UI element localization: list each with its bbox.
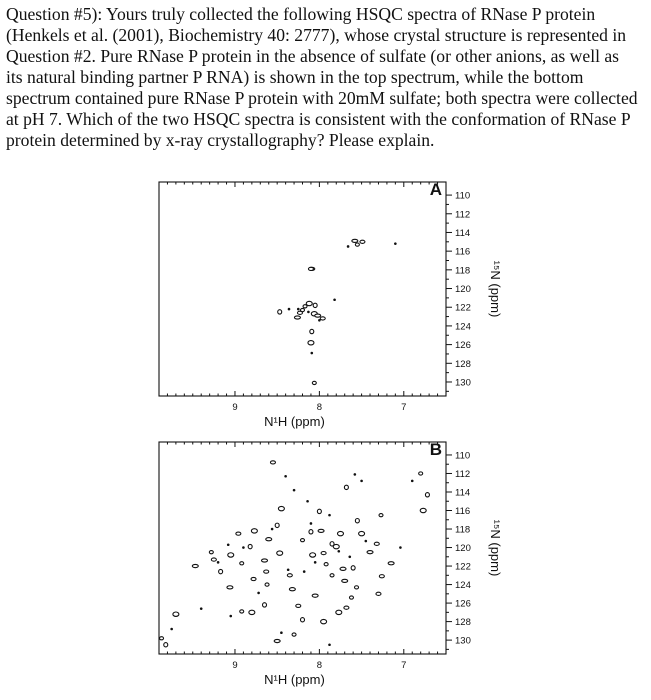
x-tick-label: 8 [316,402,323,413]
peak [340,567,346,570]
x-tick-label: 9 [232,660,238,671]
peak [337,531,343,535]
y-tick-label: 122 [455,561,471,573]
peak [173,612,179,616]
peak [314,561,317,564]
peak [292,633,296,636]
peak [289,588,295,591]
peak [271,528,274,531]
peak [310,329,314,333]
peak [312,381,316,384]
peak [425,493,429,497]
peak [359,531,365,535]
peak [301,308,305,311]
y-tick-label: 126 [455,340,471,352]
question-line: its natural binding partner P RNA) is shown in the top spectrum, while the bottom [6,67,584,87]
peak [251,577,256,580]
hsqc-spectrum-top [0,160,651,435]
plot-frame [159,182,446,396]
peak [344,606,349,609]
peak [310,352,313,355]
peak [318,529,324,532]
peak [265,583,269,586]
peak [251,529,257,533]
peak [227,586,233,589]
y-tick-label: 128 [455,358,471,370]
y-tick-label: 130 [455,635,471,647]
peak [270,461,275,464]
peak [229,615,232,618]
panel-label: A [429,180,442,199]
peak [242,546,245,549]
peak [306,500,309,503]
peak [328,643,331,646]
y-tick-label: 130 [455,377,471,389]
y-tick-label: 110 [455,450,471,462]
peak [320,317,325,320]
peak [379,575,384,578]
peak [360,480,363,483]
peak [411,480,414,483]
x-axis-label: N¹H (ppm) [264,672,325,687]
peak [321,551,326,554]
y-tick-label: 124 [455,321,471,333]
peak [342,579,348,582]
question-line: protein determined by x-ray crystallography? Please explain. [6,130,435,150]
peak [217,561,220,564]
panel-label: B [429,440,442,459]
y-tick-label: 112 [455,468,471,480]
y-axis-label: ¹⁵N (ppm) [488,519,503,577]
peak [308,341,314,345]
peak [307,311,310,314]
peak [278,506,284,510]
peak [355,243,359,246]
y-tick-label: 116 [455,506,471,518]
y-tick-label: 120 [455,543,471,555]
peak [296,604,301,607]
peak [328,514,331,517]
peak [420,508,426,512]
peak [257,592,260,595]
peak [274,639,280,642]
peak [355,518,359,522]
peak [275,523,279,527]
y-tick-label: 118 [455,524,471,536]
peak [209,551,213,554]
peak [266,538,272,541]
x-tick-label: 9 [232,402,238,413]
peak [227,543,230,546]
peak [294,316,300,319]
y-tick-label: 128 [455,617,471,629]
y-tick-label: 124 [455,580,471,592]
peak [192,564,198,567]
peak [262,559,268,562]
peak [419,472,423,475]
question-line: Question #5): Yours truly collected the following HSQC spectra of RNase P protein [6,4,596,24]
peak [248,544,252,548]
peak [278,310,282,314]
peak [376,592,381,595]
peak [344,485,348,489]
peak [264,570,269,573]
peak [367,551,373,554]
peak [352,239,358,242]
peak [399,546,402,549]
peak [333,298,336,301]
peak [301,539,305,542]
y-tick-label: 114 [455,227,471,239]
question-line: spectrum contained pure RNase P protein with 20mM sulfate; both spectra were collected [6,88,638,108]
peak [317,509,321,513]
question-line: Question #2. Pure RNase P protein in the absence of sulfate (or other anions, as well as [6,46,620,66]
peak [365,540,368,543]
question-line: (Henkels et al. (2001), Biochemistry 40: 2777), whose crystal structure is represented in [6,25,627,45]
y-tick-label: 118 [455,265,471,277]
peak [303,570,306,573]
peak [280,631,283,634]
hsqc-spectrum-bottom [0,420,651,700]
peak [324,563,328,566]
peak [313,303,317,307]
peak [236,532,241,535]
peak [379,514,383,517]
y-tick-label: 114 [455,487,471,499]
peak [315,314,321,317]
question-line: at pH 7. Which of the two HSQC spectra is consistent with the conformation of RNase P [6,109,631,129]
peak [287,568,290,571]
y-tick-label: 126 [455,598,471,610]
x-axis-label: N¹H (ppm) [264,414,325,429]
peak [354,473,357,476]
peak [297,308,300,311]
peak [228,553,234,557]
peak [355,586,359,589]
peak [240,562,244,565]
peak [310,553,316,557]
peak [312,594,318,597]
peak [309,530,313,534]
peak [200,607,203,610]
peak [219,569,223,573]
peak [348,555,351,558]
peak [284,475,287,478]
peak [249,610,255,614]
peak [240,610,244,613]
y-tick-label: 122 [455,302,471,314]
peak [164,643,168,647]
peak [263,603,267,607]
y-tick-label: 116 [455,246,471,258]
y-tick-label: 120 [455,284,471,296]
x-tick-label: 8 [316,660,323,671]
peak [336,610,342,614]
peak [347,245,350,248]
peak [211,558,216,561]
peak [170,628,173,631]
peak [330,574,334,577]
peak [351,566,355,570]
x-tick-label: 7 [401,402,407,413]
peak [310,522,313,525]
peak [388,562,394,565]
peak [321,619,327,623]
peak [333,544,339,548]
y-tick-label: 110 [455,190,471,202]
peak [360,240,365,243]
peak [288,308,291,311]
x-tick-label: 7 [401,660,407,671]
peak [287,574,292,577]
peak [160,637,164,640]
y-tick-label: 112 [455,209,471,221]
peak [301,618,305,622]
peak [337,550,340,553]
peak [293,489,296,492]
peak [308,267,313,270]
peak [374,542,379,545]
peak [277,551,283,555]
peak [349,596,353,599]
y-axis-label: ¹⁵N (ppm) [488,260,503,318]
peak [303,305,307,308]
question-text [6,4,646,151]
peak [394,242,397,245]
